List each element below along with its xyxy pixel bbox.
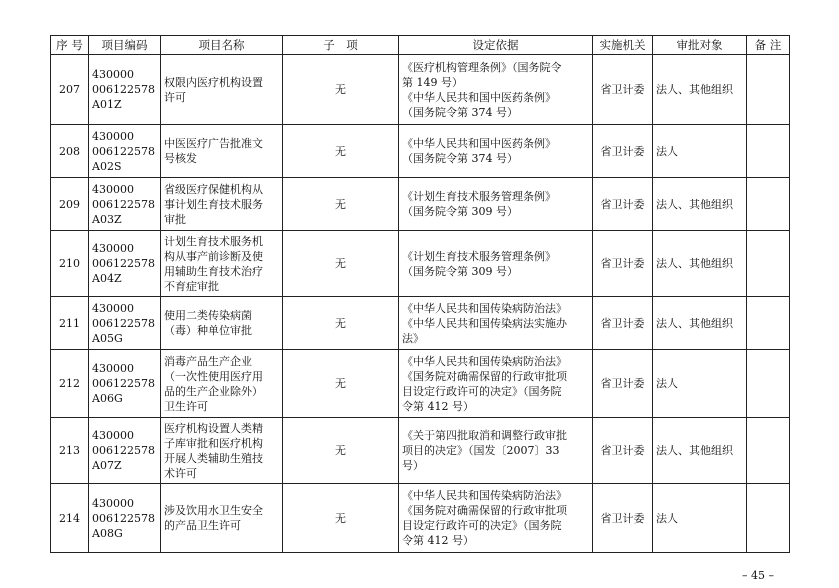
row-basis: 《中华人民共和国传染病防治法》 《国务院对确需保留的行政审批项 目设定行政许可的决定》（国务院 令第 412 号） [399, 484, 593, 553]
table-row [51, 297, 790, 350]
table-row [51, 231, 790, 297]
row-name: 涉及饮用水卫生安全 的产品卫生许可 [161, 484, 283, 553]
row-name: 使用二类传染病菌 （毒）种单位审批 [161, 297, 283, 350]
row-target: 法人、其他组织 [653, 297, 747, 350]
header-sub: 子 项 [283, 36, 399, 55]
table-row [51, 418, 790, 484]
row-code: 430000 006122578 A01Z [89, 55, 161, 125]
table-row [51, 55, 790, 125]
row-agency: 省卫计委 [593, 231, 653, 297]
row-code: 430000 006122578 A06G [89, 350, 161, 418]
row-sub: 无 [283, 231, 399, 297]
row-sub: 无 [283, 350, 399, 418]
row-sub: 无 [283, 418, 399, 484]
table-row [51, 350, 790, 418]
row-target: 法人 [653, 484, 747, 553]
row-code: 430000 006122578 A08G [89, 484, 161, 553]
row-sub: 无 [283, 55, 399, 125]
table-row [51, 178, 790, 231]
row-seq: 208 [51, 125, 89, 178]
row-target: 法人 [653, 125, 747, 178]
row-seq: 213 [51, 418, 89, 484]
row-basis: 《医疗机构管理条例》（国务院令 第 149 号） 《中华人民共和国中医药条例》 （国务院令第 374 号） [399, 55, 593, 125]
row-name: 医疗机构设置人类精 子库审批和医疗机构 开展人类辅助生殖技 术许可 [161, 418, 283, 484]
row-note [747, 350, 790, 418]
header-code: 项目编码 [89, 36, 161, 55]
row-agency: 省卫计委 [593, 125, 653, 178]
row-agency: 省卫计委 [593, 484, 653, 553]
table-row [51, 484, 790, 553]
row-agency: 省卫计委 [593, 418, 653, 484]
row-code: 430000 006122578 A07Z [89, 418, 161, 484]
row-seq: 211 [51, 297, 89, 350]
row-basis: 《计划生育技术服务管理条例》 （国务院令第 309 号） [399, 178, 593, 231]
header-row [51, 36, 790, 55]
row-agency: 省卫计委 [593, 350, 653, 418]
row-note [747, 418, 790, 484]
header-basis: 设定依据 [399, 36, 593, 55]
row-name: 省级医疗保健机构从 事计划生育技术服务 审批 [161, 178, 283, 231]
row-agency: 省卫计委 [593, 178, 653, 231]
row-basis: 《中华人民共和国传染病防治法》 《国务院对确需保留的行政审批项 目设定行政许可的决定》（国务院 令第 412 号） [399, 350, 593, 418]
row-name: 中医医疗广告批准文 号核发 [161, 125, 283, 178]
row-target: 法人 [653, 350, 747, 418]
header-note: 备 注 [747, 36, 790, 55]
row-code: 430000 006122578 A03Z [89, 178, 161, 231]
row-note [747, 297, 790, 350]
header-seq: 序 号 [51, 36, 89, 55]
row-target: 法人、其他组织 [653, 418, 747, 484]
row-basis: 《中华人民共和国中医药条例》 （国务院令第 374 号） [399, 125, 593, 178]
row-note [747, 125, 790, 178]
row-note [747, 55, 790, 125]
row-seq: 212 [51, 350, 89, 418]
row-seq: 210 [51, 231, 89, 297]
row-basis: 《中华人民共和国传染病防治法》 《中华人民共和国传染病法实施办 法》 [399, 297, 593, 350]
approval-items-table [50, 35, 790, 553]
row-target: 法人、其他组织 [653, 55, 747, 125]
row-code: 430000 006122578 A04Z [89, 231, 161, 297]
row-note [747, 231, 790, 297]
row-name: 消毒产品生产企业 （一次性使用医疗用 品的生产企业除外） 卫生许可 [161, 350, 283, 418]
page-number: – 45 – [742, 569, 774, 582]
row-sub: 无 [283, 125, 399, 178]
row-seq: 207 [51, 55, 89, 125]
header-target: 审批对象 [653, 36, 747, 55]
row-sub: 无 [283, 484, 399, 553]
header-agency: 实施机关 [593, 36, 653, 55]
row-target: 法人、其他组织 [653, 178, 747, 231]
row-code: 430000 006122578 A05G [89, 297, 161, 350]
header-name: 项目名称 [161, 36, 283, 55]
row-name: 权限内医疗机构设置 许可 [161, 55, 283, 125]
row-name: 计划生育技术服务机 构从事产前诊断及使 用辅助生育技术治疗 不育症审批 [161, 231, 283, 297]
row-note [747, 178, 790, 231]
row-seq: 214 [51, 484, 89, 553]
row-basis: 《计划生育技术服务管理条例》 （国务院令第 309 号） [399, 231, 593, 297]
row-target: 法人、其他组织 [653, 231, 747, 297]
table-row [51, 125, 790, 178]
row-note [747, 484, 790, 553]
row-agency: 省卫计委 [593, 297, 653, 350]
row-seq: 209 [51, 178, 89, 231]
row-sub: 无 [283, 297, 399, 350]
row-sub: 无 [283, 178, 399, 231]
row-agency: 省卫计委 [593, 55, 653, 125]
row-basis: 《关于第四批取消和调整行政审批 项目的决定》（国发〔2007〕33 号） [399, 418, 593, 484]
row-code: 430000 006122578 A02S [89, 125, 161, 178]
